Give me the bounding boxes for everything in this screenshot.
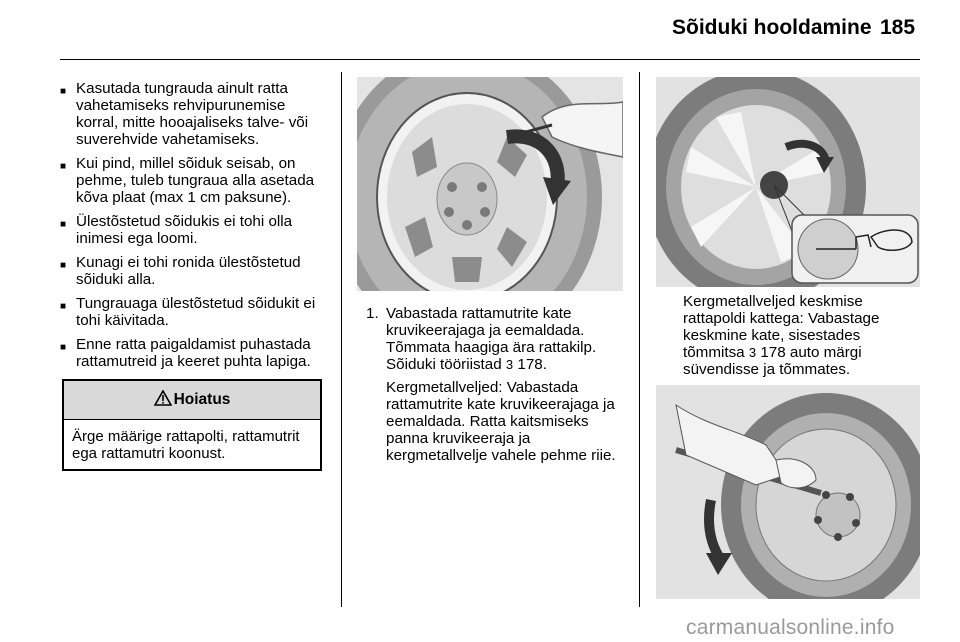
- step-alloy-paragraph: Kergmetallveljed: Vabastada rattamutrite kate kruvikeerajaga ja eemaldada. Ratta kaitsmiseks panna kruvikeeraja ja kergmetallvelje vahele pehme riie.: [386, 379, 616, 464]
- step-number: 1.: [366, 305, 379, 322]
- list-item: ■ Ülestõstetud sõidukis ei tohi olla inimesi ega loomi.: [60, 213, 293, 247]
- step-text: Vabastada rattamutrite kate kruvikeerajaga ja eemaldada. Tõmmata haagiga ära rattakilp. Sõiduki tööriistad 3 178.: [386, 305, 597, 373]
- list-item: ■ Enne ratta paigaldamist puhastada rattamutreid ja keeret puhta lapiga.: [60, 336, 311, 370]
- watermark: carmanualsonline.info: [686, 616, 895, 639]
- list-item: ■ Kasutada tungrauda ainult ratta vahetamiseks rehvipurunemise korral, mitte hooajaliseks talve- või suverehvide vahetamiseks.: [60, 80, 309, 148]
- reference-arrow-icon: 3: [505, 357, 514, 372]
- bullet-square-icon: ■: [60, 161, 67, 172]
- loosening-wheel-nuts-illustration: [656, 385, 920, 599]
- bullet-square-icon: ■: [60, 260, 67, 271]
- bullet-square-icon: ■: [60, 301, 67, 312]
- reference-page: 178.: [517, 356, 547, 373]
- column-divider-left: [341, 72, 342, 607]
- bullet-square-icon: ■: [60, 342, 67, 353]
- warning-header: [64, 381, 320, 420]
- bullet-square-icon: ■: [60, 86, 67, 97]
- header-divider: [60, 59, 920, 60]
- warning-triangle-icon: [154, 390, 172, 411]
- figure-caption: Kergmetallveljed keskmise rattapoldi kattega: Vabastage keskmine kate, sisestades tõmmitsa 3 178 auto märgi süvendisse ja tõmmates.: [683, 293, 880, 378]
- step-1: [366, 305, 628, 464]
- list-item: ■ Kui pind, millel sõiduk seisab, on pehme, tuleb tungraua alla asetada kõva plaat (max 1 cm paksune).: [60, 155, 315, 206]
- bullet-list: [60, 80, 330, 377]
- column-divider-right: [639, 72, 640, 607]
- list-item: ■ Kunagi ei tohi ronida ülestõstetud sõiduki alla.: [60, 254, 301, 288]
- wheel-cover-removal-illustration: [357, 77, 623, 291]
- bullet-square-icon: ■: [60, 219, 67, 230]
- warning-text: Ärge määrige rattapolti, rattamutrit ega rattamutri koonust.: [72, 428, 300, 462]
- page-number: 185: [880, 16, 916, 39]
- list-item: ■ Tungrauaga ülestõstetud sõidukit ei tohi käivitada.: [60, 295, 316, 329]
- reference-arrow-icon: 3: [748, 345, 757, 360]
- warning-title: Hoiatus: [173, 391, 231, 408]
- alloy-wheel-center-cap-illustration: [656, 77, 920, 287]
- page-title: Sõiduki hooldamine: [672, 16, 872, 39]
- warning-box: [62, 379, 322, 471]
